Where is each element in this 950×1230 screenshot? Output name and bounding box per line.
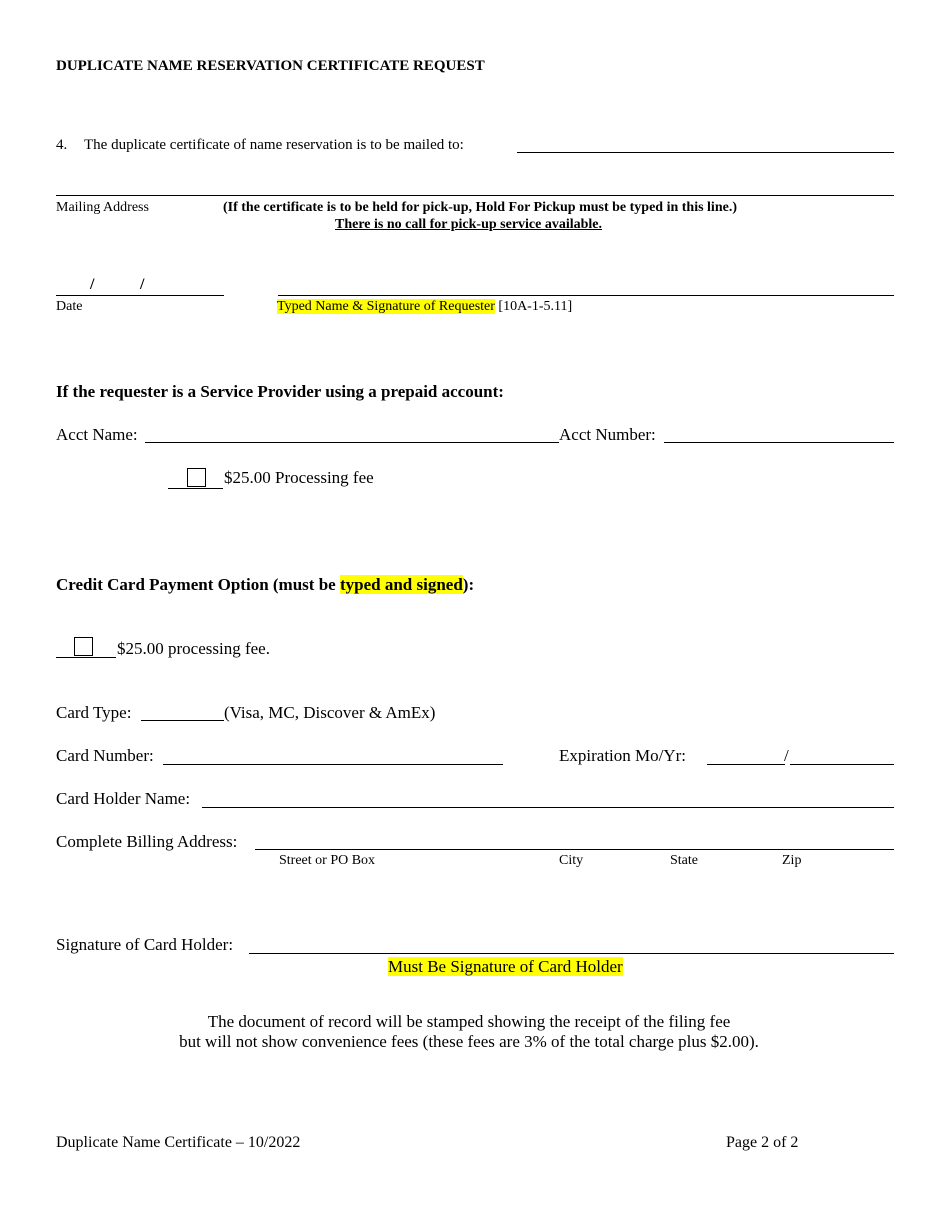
billing-state-label: State	[670, 853, 698, 868]
footer-page-number: Page 2 of 2	[726, 1134, 799, 1151]
footer-form-id: Duplicate Name Certificate – 10/2022	[56, 1134, 301, 1151]
prepaid-fee-checkbox[interactable]	[187, 468, 206, 487]
holder-name-line[interactable]	[202, 807, 894, 808]
billing-zip-label: Zip	[782, 853, 802, 868]
requester-signature-line[interactable]	[278, 295, 894, 296]
card-number-line[interactable]	[163, 764, 503, 765]
billing-street-label: Street or PO Box	[279, 853, 376, 868]
card-number-label: Card Number:	[56, 746, 154, 765]
recipient-name-line[interactable]	[517, 152, 894, 153]
cc-fee-checkbox[interactable]	[74, 637, 93, 656]
acct-number-line[interactable]	[664, 442, 894, 443]
expiration-year-line[interactable]	[790, 764, 894, 765]
typed-and-signed-highlight: typed and signed	[339, 575, 463, 594]
billing-address-label: Complete Billing Address:	[56, 832, 238, 851]
holder-name-label: Card Holder Name:	[56, 789, 191, 808]
card-type-label: Card Type:	[56, 703, 132, 722]
page-title: DUPLICATE NAME RESERVATION CERTIFICATE REQUEST	[56, 58, 485, 74]
rule-reference: [10A-1-5.11]	[498, 299, 573, 314]
mailing-address-label: Mailing Address	[56, 200, 149, 215]
item-number: 4.	[56, 137, 68, 153]
card-type-options: (Visa, MC, Discover & AmEx)	[224, 703, 436, 722]
date-slash-1: /	[90, 276, 95, 293]
hold-for-pickup-note: (If the certificate is to be held for pick-up, Hold For Pickup must be typed in this line.)	[223, 200, 737, 215]
mailing-address-line[interactable]	[56, 195, 894, 196]
expiration-label: Expiration Mo/Yr:	[559, 746, 687, 765]
card-holder-signature-line[interactable]	[249, 953, 894, 954]
acct-number-label: Acct Number:	[559, 425, 656, 444]
date-label: Date	[56, 299, 83, 314]
cc-fee-label: $25.00 processing fee.	[117, 639, 270, 658]
date-line[interactable]	[56, 295, 224, 296]
no-pickup-note: There is no call for pick-up service available.	[335, 217, 603, 232]
card-holder-signature-label: Signature of Card Holder:	[56, 935, 234, 954]
expiration-month-line[interactable]	[707, 764, 785, 765]
expiration-slash: /	[784, 746, 789, 765]
date-slash-2: /	[140, 276, 145, 293]
acct-name-line[interactable]	[145, 442, 559, 443]
notice-line-1: The document of record will be stamped showing the receipt of the filing fee	[207, 1012, 731, 1031]
notice-line-2: but will not show convenience fees (these fees are 3% of the total charge plus $2.00).	[179, 1032, 759, 1051]
prepaid-fee-check-line	[168, 488, 223, 489]
prepaid-fee-label: $25.00 Processing fee	[224, 468, 374, 487]
card-type-line[interactable]	[141, 720, 224, 721]
prepaid-heading: If the requester is a Service Provider using a prepaid account:	[56, 382, 504, 401]
card-holder-signature-note: Must Be Signature of Card Holder	[388, 957, 623, 976]
billing-address-line[interactable]	[255, 849, 894, 850]
credit-card-heading: Credit Card Payment Option (must be typed and signed):	[56, 575, 475, 594]
billing-city-label: City	[559, 853, 584, 868]
mailing-prompt: The duplicate certificate of name reservation is to be mailed to:	[84, 137, 464, 153]
cc-fee-check-line	[56, 657, 116, 658]
requester-label: Typed Name & Signature of Requester	[277, 299, 495, 314]
acct-name-label: Acct Name:	[56, 425, 138, 444]
